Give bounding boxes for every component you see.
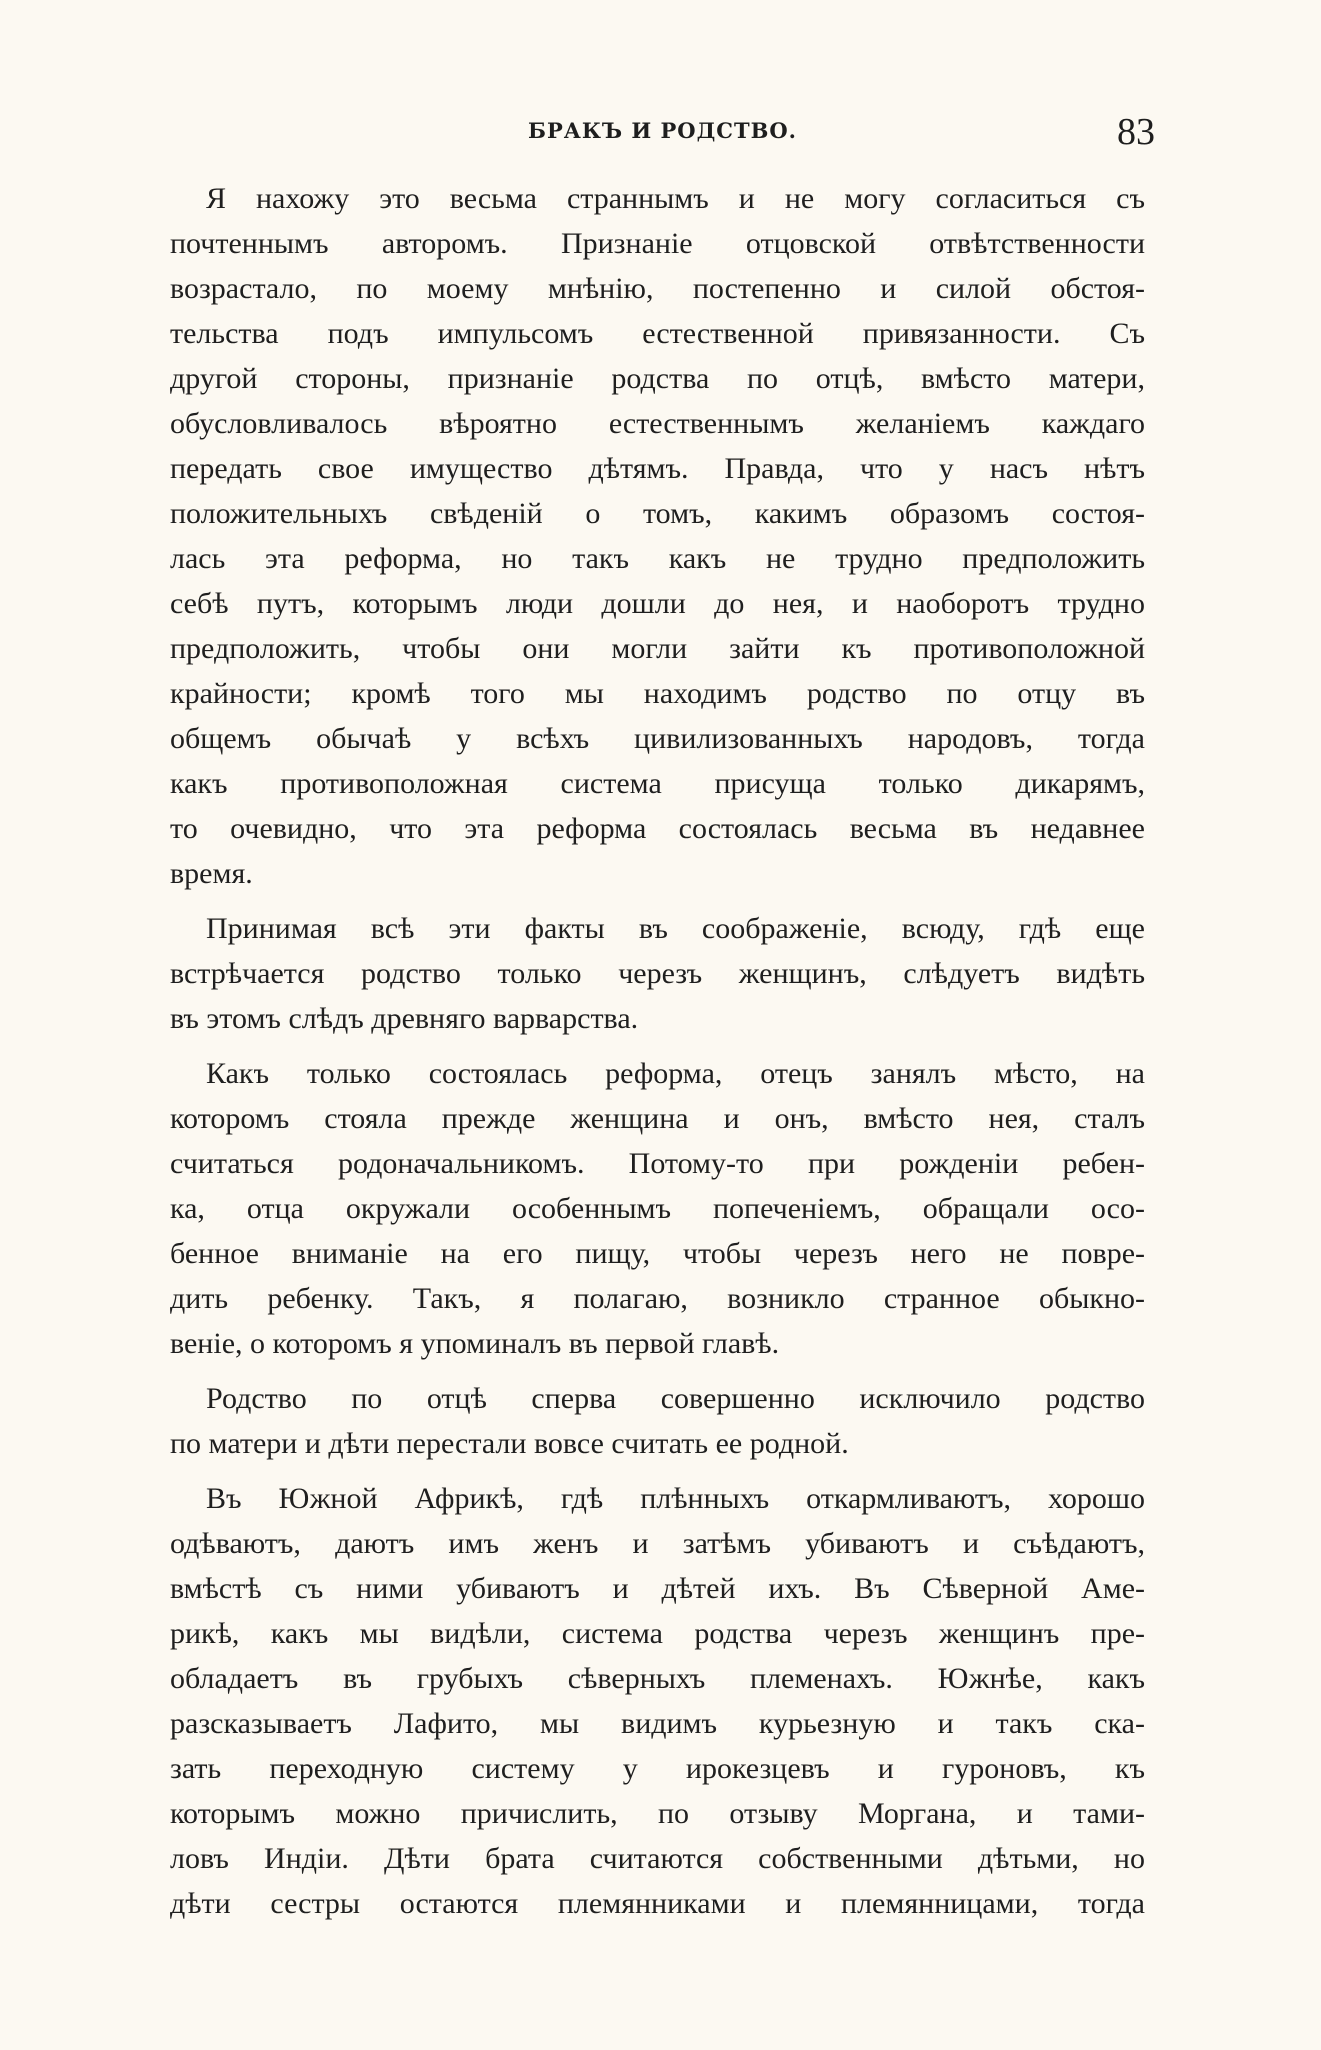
text-line: которомъ стояла прежде женщина и онъ, вмѣсто нея, сталъ xyxy=(170,1102,1145,1135)
paragraph xyxy=(170,906,1145,1041)
paragraph xyxy=(170,176,1145,896)
text-line: встрѣчается родство только черезъ женщинъ, слѣдуетъ видѣть xyxy=(170,957,1145,990)
paragraph xyxy=(170,1376,1145,1466)
text-line: то очевидно, что эта реформа состоялась весьма въ недавнее xyxy=(170,812,1145,845)
text-line: обладаетъ въ грубыхъ сѣверныхъ племенахъ. Южнѣе, какъ xyxy=(170,1662,1145,1695)
text-line: предположить, чтобы они могли зайти къ противоположной xyxy=(170,632,1145,665)
text-line: вмѣстѣ съ ними убиваютъ и дѣтей ихъ. Въ Сѣверной Аме- xyxy=(170,1572,1145,1605)
text-line: общемъ обычаѣ у всѣхъ цивилизованныхъ народовъ, тогда xyxy=(170,722,1145,755)
paragraph xyxy=(170,1051,1145,1366)
running-title: БРАКЪ И РОДСТВО. xyxy=(528,118,797,143)
text-line: рикѣ, какъ мы видѣли, система родства черезъ женщинъ пре- xyxy=(170,1617,1145,1650)
text-line: положительныхъ свѣденій о томъ, какимъ образомъ состоя- xyxy=(170,497,1145,530)
text-line: другой стороны, признаніе родства по отцѣ, вмѣсто матери, xyxy=(170,362,1145,395)
text-line: передать свое имущество дѣтямъ. Правда, что у насъ нѣтъ xyxy=(170,452,1145,485)
text-line: какъ противоположная система присуща только дикарямъ, xyxy=(170,767,1145,800)
text-line: ка, отца окружали особеннымъ попеченіемъ, обращали осо- xyxy=(170,1192,1145,1225)
text-line: возрастало, по моему мнѣнію, постепенно и силой обстоя- xyxy=(170,272,1145,305)
text-line: въ этомъ слѣдъ древняго варварства. xyxy=(170,1002,639,1035)
text-line: бенное вниманіе на его пищу, чтобы черезъ него не повре- xyxy=(170,1237,1145,1270)
text-line: почтеннымъ авторомъ. Признаніе отцовской отвѣтственности xyxy=(170,227,1145,260)
text-line: зать переходную систему у ирокезцевъ и гуроновъ, къ xyxy=(170,1752,1145,1785)
text-line: Родство по отцѣ сперва совершенно исключило родство xyxy=(206,1382,1145,1415)
text-line: считаться родоначальникомъ. Потому-то при рожденіи ребен- xyxy=(170,1147,1145,1180)
paragraph-gap xyxy=(170,896,1145,906)
page-header xyxy=(170,110,1155,154)
text-line: дѣти сестры остаются племянниками и племянницами, тогда xyxy=(170,1887,1145,1920)
text-line: крайности; кромѣ того мы находимъ родство по отцу въ xyxy=(170,677,1145,710)
text-line: которымъ можно причислить, по отзыву Моргана, и тами- xyxy=(170,1797,1145,1830)
text-line: лась эта реформа, но такъ какъ не трудно предположить xyxy=(170,542,1145,575)
text-line: одѣваютъ, даютъ имъ женъ и затѣмъ убиваютъ и съѣдаютъ, xyxy=(170,1527,1145,1560)
text-line: ловъ Индіи. Дѣти брата считаются собственными дѣтьми, но xyxy=(170,1842,1145,1875)
text-line: Принимая всѣ эти факты въ соображеніе, всюду, гдѣ еще xyxy=(206,912,1145,945)
text-line: Въ Южной Африкѣ, гдѣ плѣнныхъ откармливаютъ, хорошо xyxy=(206,1482,1145,1515)
text-line: обусловливалось вѣроятно естественнымъ желаніемъ каждаго xyxy=(170,407,1145,440)
paragraph xyxy=(170,1476,1145,1926)
text-line: себѣ путъ, которымъ люди дошли до нея, и наоборотъ трудно xyxy=(170,587,1145,620)
paragraph-gap xyxy=(170,1366,1145,1376)
text-line: дить ребенку. Такъ, я полагаю, возникло странное обыкно- xyxy=(170,1282,1145,1315)
text-line: разсказываетъ Лафито, мы видимъ курьезную и такъ ска- xyxy=(170,1707,1145,1740)
paragraph-gap xyxy=(170,1041,1145,1051)
body-text xyxy=(170,176,1145,1926)
paragraph-gap xyxy=(170,1466,1145,1476)
text-line: по матери и дѣти перестали вовсе считать ее родной. xyxy=(170,1427,849,1460)
text-line: Я нахожу это весьма страннымъ и не могу согласиться съ xyxy=(206,182,1145,215)
page-number: 83 xyxy=(1117,111,1155,153)
text-line: тельства подъ импульсомъ естественной привязанности. Съ xyxy=(170,317,1145,350)
text-line: веніе, о которомъ я упоминалъ въ первой главѣ. xyxy=(170,1327,780,1360)
text-line: время. xyxy=(170,857,253,890)
text-line: Какъ только состоялась реформа, отецъ занялъ мѣсто, на xyxy=(206,1057,1145,1090)
